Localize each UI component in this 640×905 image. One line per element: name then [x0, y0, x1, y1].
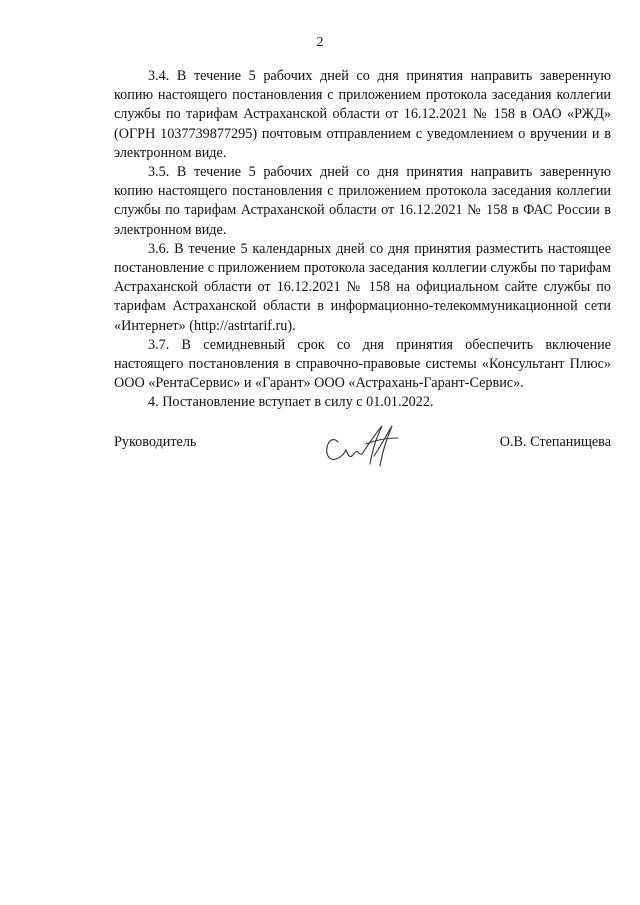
paragraph-3-5: 3.5. В течение 5 рабочих дней со дня принятия направить заверенную копию настоящего постановления с приложением протокола заседания коллегии службы по тарифам Астраханской области от 16.12.2021 № 158 в ФАС России в электронном виде. [114, 164, 611, 238]
page-number: 2 [316, 35, 324, 50]
paragraph-3-6: 3.6. В течение 5 календарных дней со дня принятия разместить настоящее постановление с приложением протокола заседания коллегии службы по тарифам Астраханской области от 16.12.2021 № 158 на официальном сайте службы по тарифам Астраханской области в информационно-телекоммуникационной сети «Интернет» (http://astrtarif.ru). [114, 240, 611, 334]
paragraph-3-4: 3.4. В течение 5 рабочих дней со дня принятия направить заверенную копию настоящего постановления с приложением протокола заседания коллегии службы по тарифам Астраханской области от 16.12.2021 № 158 в ОАО «РЖД» (ОГРН 1037739877295) почтовым отправлением с уведомлением о вручении и в электронном виде. [114, 68, 611, 161]
paragraph-3-7: 3.7. В семидневный срок со дня принятия обеспечить включение настоящего постановления в справочно-правовые системы «Консультант Плюс» ООО «РентаСервис» и «Гарант» ООО «Астрахань-Гарант-Сервис». [114, 336, 611, 392]
paragraph-4: 4. Постановление вступает в силу с 01.01.2022. [148, 394, 434, 411]
document-body [114, 67, 611, 413]
handwritten-signature [316, 422, 416, 472]
signatory-title: Руководитель [114, 434, 197, 450]
signatory-name: О.В. Степанищева [499, 434, 611, 450]
signature-block [114, 422, 611, 472]
